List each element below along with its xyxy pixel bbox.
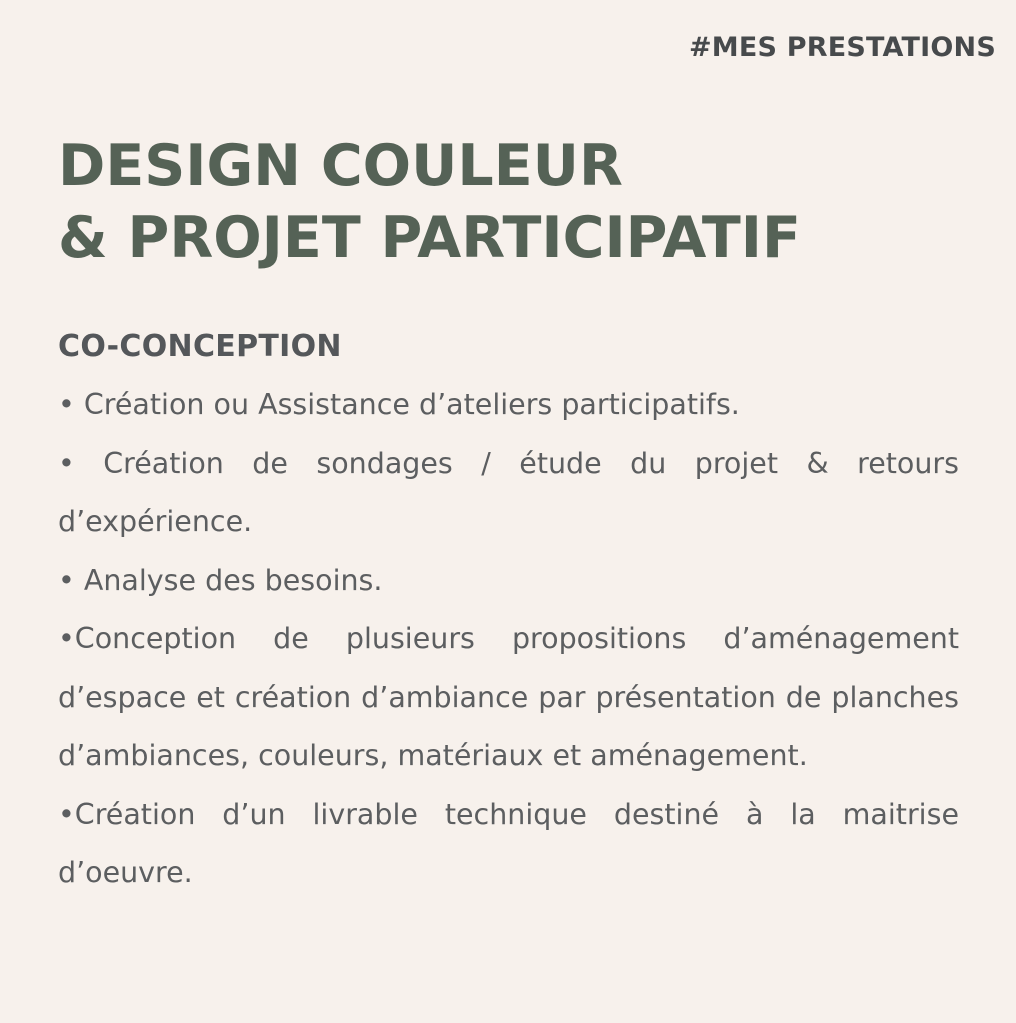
list-item: •Conception de plusieurs propositions d’aménagement d’espace et création d’ambiance par présentation de planches d’ambiances, couleurs, matériaux et aménagement. xyxy=(58,622,959,772)
service-description xyxy=(58,318,959,903)
list-item: • Analyse des besoins. xyxy=(58,563,383,597)
list-item: •Création d’un livrable technique destiné à la maitrise d’oeuvre. xyxy=(58,797,959,889)
section-tag: #MES PRESTATIONS xyxy=(688,32,996,63)
title-line-2: & PROJET PARTICIPATIF xyxy=(58,205,801,271)
page-title xyxy=(58,130,978,274)
title-line-1: DESIGN COULEUR xyxy=(58,133,623,199)
section-heading: CO-CONCEPTION xyxy=(58,329,342,364)
list-item: • Création ou Assistance d’ateliers participatifs. xyxy=(58,388,740,421)
list-item: • Création de sondages / étude du projet & retours d’expérience. xyxy=(58,446,959,538)
